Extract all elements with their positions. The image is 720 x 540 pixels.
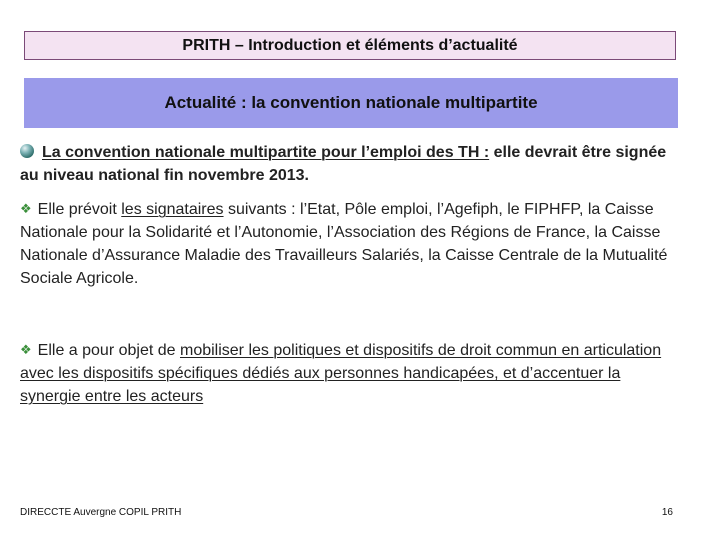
signataires-underlined-text: les signataires [121, 201, 224, 218]
objet-underlined-text: mobiliser les politiques et dispositifs de droit commun en articulation avec les dispositifs spécifiques dédiés aux personnes handicapées, et d’accentuer la synergie entre les acteurs [20, 342, 662, 405]
paragraph-signataires [20, 198, 680, 290]
paragraph-convention [20, 141, 680, 187]
slide-title-box [24, 78, 678, 128]
slide-title: Actualité : la convention nationale multipartite [164, 93, 538, 112]
diamond-bullet-icon: ❖ [20, 201, 32, 216]
signataires-after-text: suivants : l’Etat, Pôle emploi, l’Agefiph, le FIPHFP, la Caisse Nationale pour la Solidarité et l’Autonomie, l’Association des Régions de France, la Caisse Nationale d’Assurance Maladie des Travailleurs Salariés, la Caisse Centrale de la Mutualité Sociale Agricole. [20, 201, 668, 287]
header-box [24, 31, 676, 60]
objet-before-text: Elle a pour objet de [37, 342, 180, 359]
convention-rest-text: elle devrait être signée au niveau national fin novembre 2013. [20, 144, 667, 184]
diamond-bullet-icon: ❖ [20, 342, 32, 357]
convention-link-text: La convention nationale multipartite pour l’emploi des TH : [42, 144, 490, 161]
paragraph-objet [20, 339, 680, 408]
signataires-before-text: Elle prévoit [37, 201, 122, 218]
header-title: PRITH – Introduction et éléments d’actualité [182, 36, 518, 54]
sphere-bullet-icon [20, 144, 34, 158]
page-number: 16 [661, 507, 673, 518]
footer-source: DIRECCTE Auvergne COPIL PRITH [20, 507, 182, 518]
